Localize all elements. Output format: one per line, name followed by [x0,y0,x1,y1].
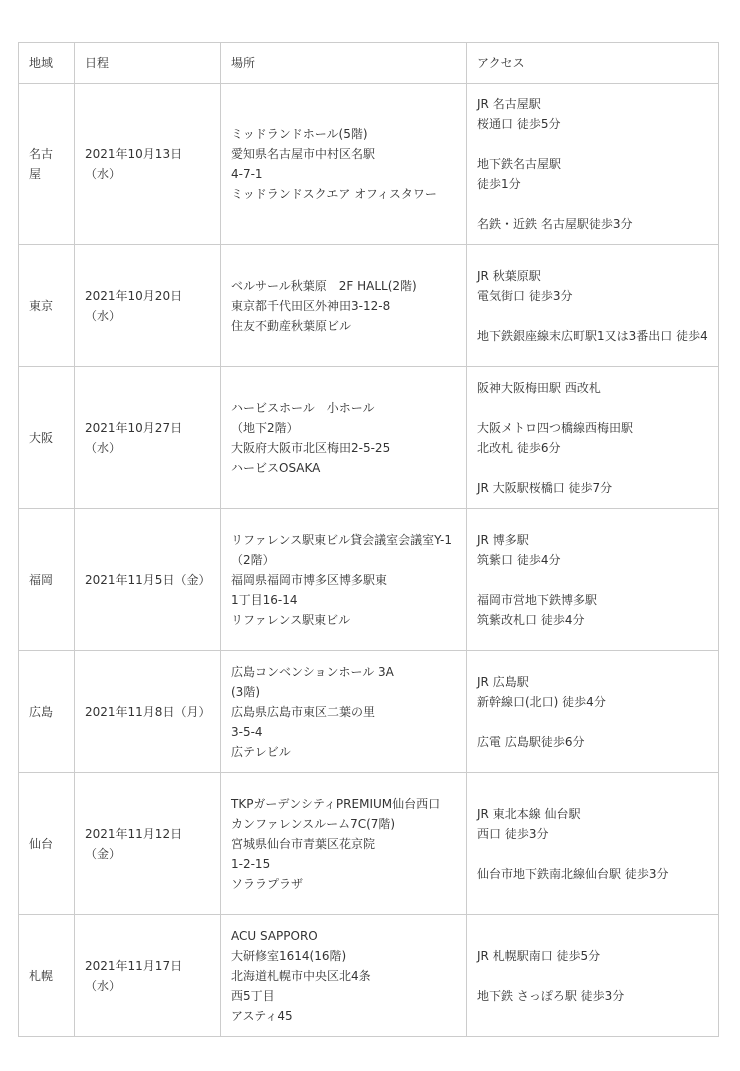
place-line: 1丁目16-14 [231,592,298,607]
access-line: 筑紫改札口 徒歩4分 [477,612,585,627]
access-line: 阪神大阪梅田駅 西改札 [477,380,601,395]
table-row [19,773,719,915]
access-line [477,194,708,214]
access-line: 地下鉄銀座線末広町駅1又は3番出口 徒歩4 [477,328,708,343]
date-cell [75,367,221,509]
place-line: 広島コンベンションホール 3A [231,664,394,679]
access-line [477,134,708,154]
access-line: 仙台市地下鉄南北線仙台駅 徒歩3分 [477,866,669,881]
access-cell [467,84,719,245]
place-line: (3階) [231,684,260,699]
access-line [477,398,708,418]
access-line: JR 博多駅 [477,532,529,547]
place-line: ハービスホール 小ホール [231,400,375,415]
access-line: 電気街口 徒歩3分 [477,288,573,303]
access-line: JR 大阪駅桜橋口 徒歩7分 [477,480,613,495]
place-cell [221,84,467,245]
access-line: JR 札幌駅南口 徒歩5分 [477,948,601,963]
access-line: 新幹線口(北口) 徒歩4分 [477,694,606,709]
place-line: TKPガーデンシティPREMIUM仙台西口 [231,796,441,811]
place-line: 広島県広島市東区二葉の里 [231,704,376,719]
place-line: ミッドランドスクエア オフィスタワー [231,187,437,201]
access-line: JR 広島駅 [477,674,529,689]
access-line: 地下鉄 さっぽろ駅 徒歩3分 [477,988,625,1003]
region-cell: 大阪 [19,367,75,509]
region-cell: 広島 [19,651,75,773]
table-row [19,509,719,651]
access-line: 桜通口 徒歩5分 [477,117,561,131]
table-row [19,367,719,509]
header-place: 場所 [221,43,467,84]
access-cell [467,651,719,773]
place-cell [221,651,467,773]
place-line: 大研修室1614(16階) [231,948,347,963]
region-cell: 札幌 [19,915,75,1037]
date-cell [75,915,221,1037]
place-line: 北海道札幌市中央区北4条 [231,968,371,983]
header-region: 地域 [19,43,75,84]
place-line: 3-5-4 [231,724,263,739]
place-line: アスティ45 [231,1008,293,1023]
place-cell [221,245,467,367]
date-text: 2021年11月12日（金） [85,826,183,861]
region-cell: 仙台 [19,773,75,915]
table-row [19,915,719,1037]
table-header-row [19,43,719,84]
place-cell [221,773,467,915]
header-date: 日程 [75,43,221,84]
access-line [477,844,708,864]
date-text: 2021年11月5日（金） [85,572,211,587]
date-text: 2021年11月8日（月） [85,704,211,719]
access-line: 地下鉄名古屋駅 [477,157,562,171]
place-line: 福岡県福岡市博多区博多駅東 [231,572,388,587]
access-line: 名鉄・近鉄 名古屋駅徒歩3分 [477,217,633,231]
access-line: 広電 広島駅徒歩6分 [477,734,585,749]
schedule-table [18,42,719,1037]
place-line: 愛知県名古屋市中村区名駅 [231,147,376,161]
access-line: 大阪メトロ四つ橋線西梅田駅 [477,420,634,435]
place-line: 広テレビル [231,744,291,759]
region-cell: 福岡 [19,509,75,651]
access-line: 筑紫口 徒歩4分 [477,552,561,567]
access-line: 福岡市営地下鉄博多駅 [477,592,598,607]
access-line: JR 名古屋駅 [477,97,541,111]
place-line: （地下2階） [231,420,299,435]
place-line: リファレンス駅東ビル [231,612,351,627]
access-line [477,306,708,326]
date-cell [75,773,221,915]
place-cell [221,915,467,1037]
access-cell [467,245,719,367]
access-cell [467,773,719,915]
date-cell [75,245,221,367]
table-row [19,651,719,773]
access-line: 西口 徒歩3分 [477,826,549,841]
table-row [19,245,719,367]
place-line: ベルサール秋葉原 2F HALL(2階) [231,278,417,293]
access-line: JR 東北本線 仙台駅 [477,806,581,821]
place-line: ACU SAPPORO [231,928,318,943]
place-line: ハービスOSAKA [231,460,321,475]
place-line: リファレンス駅東ビル貸会議室会議室Y-1 [231,532,452,547]
access-line [477,458,708,478]
region-cell: 名古屋 [19,84,75,245]
date-cell [75,509,221,651]
access-line: 徒歩1分 [477,177,521,191]
place-cell [221,509,467,651]
access-line [477,570,708,590]
place-line: ミッドランドホール(5階) [231,127,368,141]
date-cell [75,84,221,245]
place-line: 4-7-1 [231,167,263,181]
place-line: カンファレンスルーム7C(7階) [231,816,396,831]
access-cell [467,509,719,651]
place-line: 1-2-15 [231,856,271,871]
date-text: 2021年10月13日（水） [85,147,183,181]
place-line: 西5丁目 [231,988,275,1003]
access-line: JR 秋葉原駅 [477,268,541,283]
region-cell: 東京 [19,245,75,367]
place-line: （2階） [231,552,275,567]
access-cell [467,367,719,509]
place-line: 東京都千代田区外神田3-12-8 [231,298,391,313]
access-line [477,966,708,986]
place-line: 宮城県仙台市青葉区花京院 [231,836,376,851]
access-line [477,712,708,732]
table-row [19,84,719,245]
place-line: ソララプラザ [231,876,304,891]
date-text: 2021年11月17日（水） [85,958,183,993]
access-line: 北改札 徒歩6分 [477,440,561,455]
place-cell [221,367,467,509]
table-body [19,84,719,1037]
place-line: 大阪府大阪市北区梅田2-5-25 [231,440,391,455]
place-line: 住友不動産秋葉原ビル [231,318,352,333]
date-text: 2021年10月27日（水） [85,420,183,455]
access-cell [467,915,719,1037]
schedule-table-container [18,42,718,1037]
date-cell [75,651,221,773]
header-access: アクセス [467,43,719,84]
date-text: 2021年10月20日（水） [85,288,183,323]
